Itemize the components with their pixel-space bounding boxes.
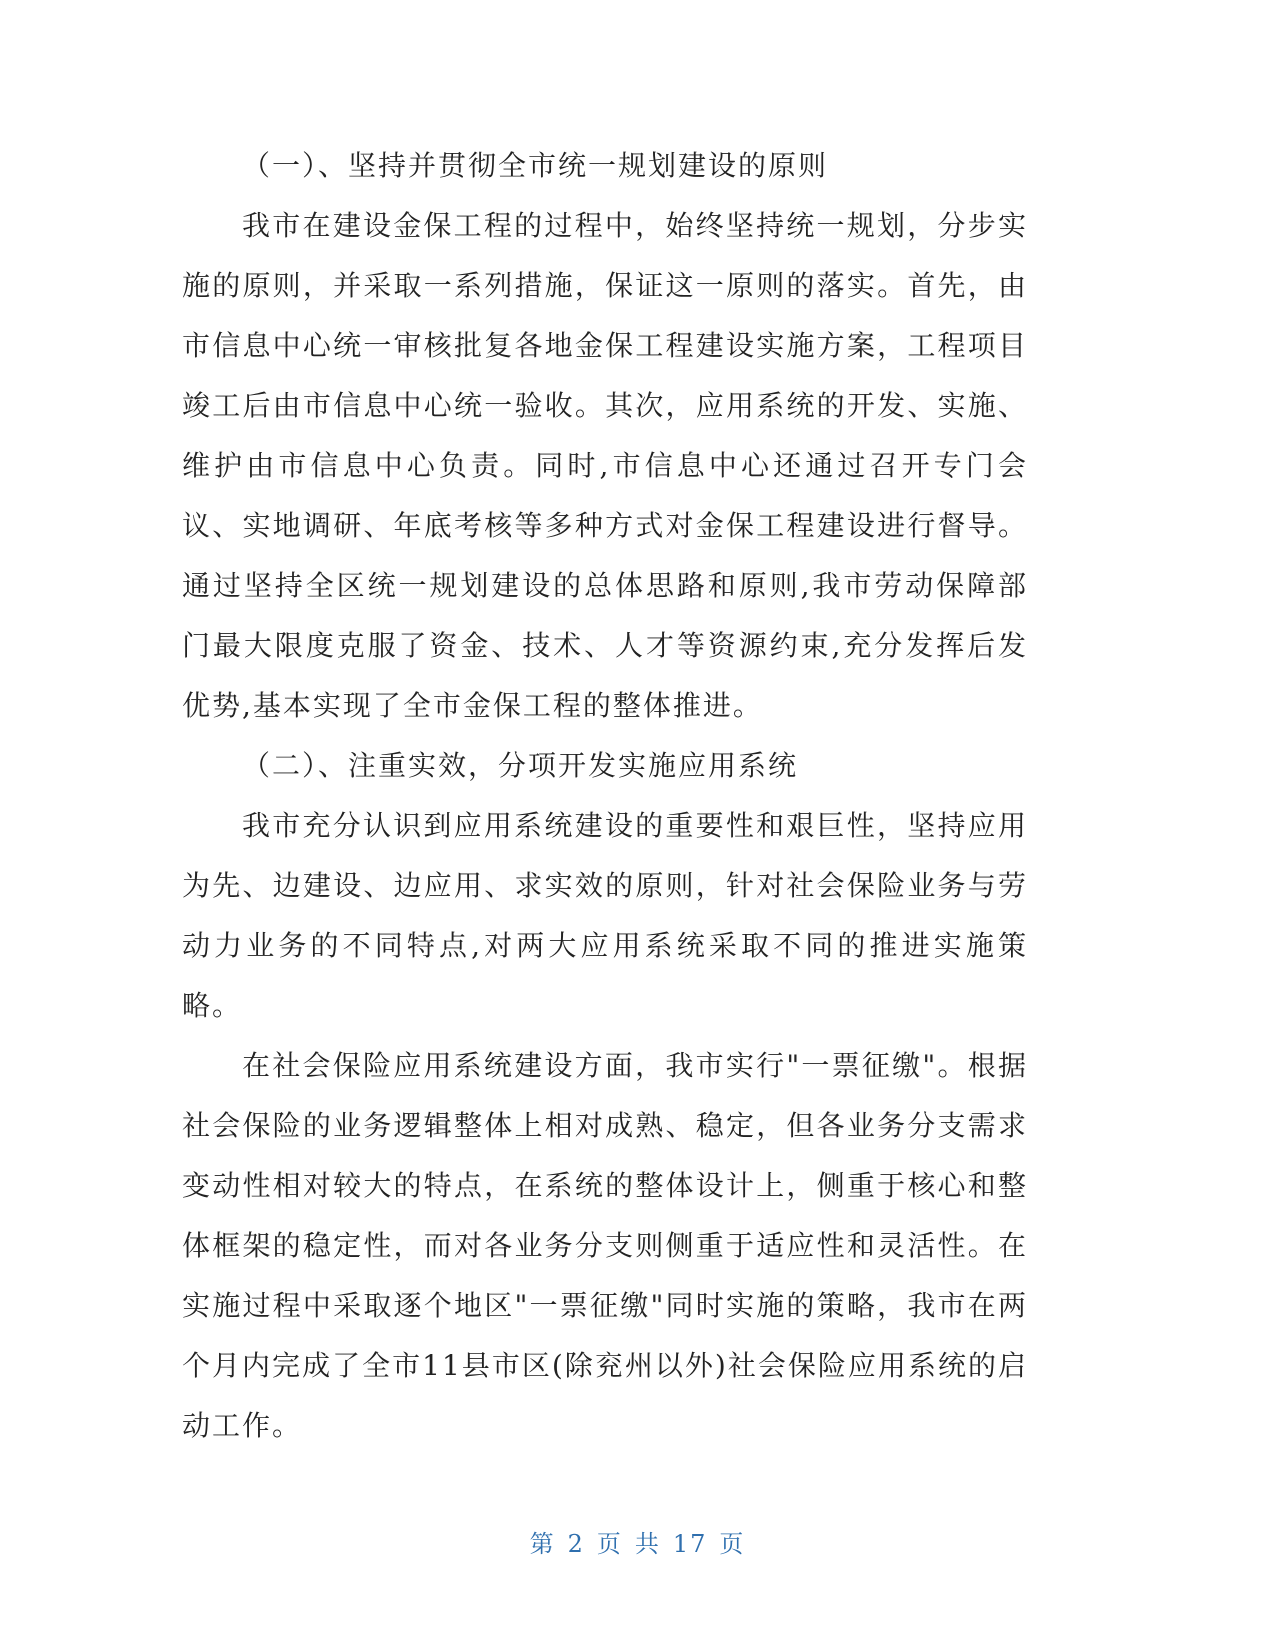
footer-suffix: 页 — [719, 1530, 746, 1558]
section-heading-2: （二）、注重实效，分项开发实施应用系统 — [242, 749, 799, 782]
paragraph-3: 在社会保险应用系统建设方面，我市实行"一票征缴"。根据社会保险的业务逻辑整体上相对成熟、稳定，但各业务分支需求变动性相对较大的特点，在系统的整体设计上，侧重于核心和整体框架的稳定性，而对各业务分支则侧重于适应性和灵活性。在实施过程中采取逐个地区"一票征缴"同时实施的策略，我市在两个月内完成了全市11县市区(除兖州以外)社会保险应用系统的启动工作。 — [182, 1049, 1028, 1442]
paragraph-2: 我市充分认识到应用系统建设的重要性和艰巨性，坚持应用为先、边建设、边应用、求实效的原则，针对社会保险业务与劳动力业务的不同特点,对两大应用系统采取不同的推进实施策略。 — [182, 809, 1028, 1022]
footer-current-page: 2 — [567, 1530, 585, 1558]
document-body — [182, 136, 1028, 1456]
footer-prefix: 第 — [529, 1530, 556, 1558]
footer-total-word: 共 — [634, 1530, 661, 1558]
footer-page-word: 页 — [596, 1530, 623, 1558]
section-heading-1: （一）、坚持并贯彻全市统一规划建设的原则 — [242, 149, 829, 182]
paragraph-1: 我市在建设金保工程的过程中，始终坚持统一规划，分步实施的原则，并采取一系列措施，保证这一原则的落实。首先，由市信息中心统一审核批复各地金保工程建设实施方案，工程项目竣工后由市信息中心统一验收。其次，应用系统的开发、实施、维护由市信息中心负责。同时,市信息中心还通过召开专门会议、实地调研、年底考核等多种方式对金保工程建设进行督导。通过坚持全区统一规划建设的总体思路和原则,我市劳动保障部门最大限度克服了资金、技术、人才等资源约束,充分发挥后发优势,基本实现了全市金保工程的整体推进。 — [182, 209, 1028, 722]
footer-total-pages: 17 — [672, 1530, 708, 1558]
page-footer — [0, 1524, 1275, 1559]
